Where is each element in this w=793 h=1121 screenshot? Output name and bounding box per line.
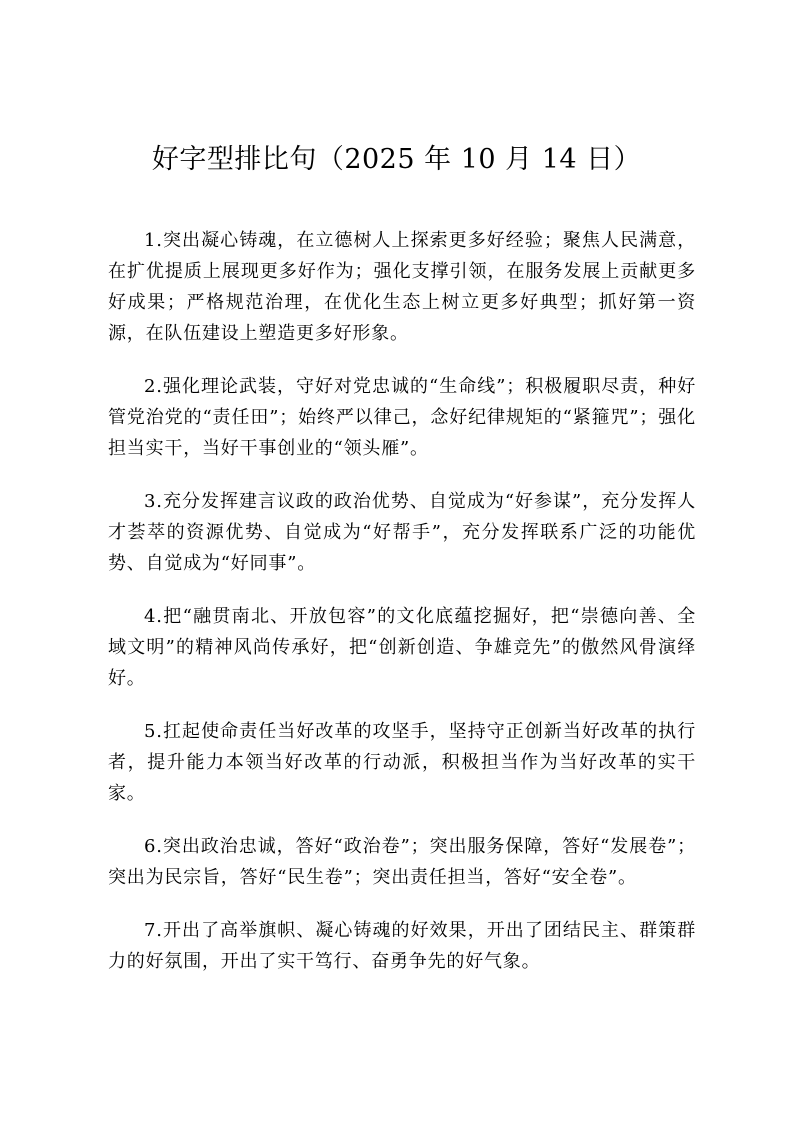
paragraph-3: 3.充分发挥建言议政的政治优势、自觉成为“好参谋”，充分发挥人才荟萃的资源优势、自觉成为“好帮手”，充分发挥联系广泛的功能优势、自觉成为“好同事”。 [108,491,696,574]
document-body [108,225,696,999]
paragraph-7: 7.开出了高举旗帜、凝心铸魂的好效果，开出了团结民主、群策群力的好氛围，开出了实干笃行、奋勇争先的好气象。 [108,920,696,972]
paragraph-1: 1.突出凝心铸魂，在立德树人上探索更多好经验；聚焦人民满意，在扩优提质上展现更多好作为；强化支撑引领，在服务发展上贡献更多好成果；严格规范治理，在优化生态上树立更多好典型；抓好第一资源，在队伍建设上塑造更多好形象。 [108,230,696,344]
page-title: 好字型排比句（2025 年 10 月 14 日） [151,144,642,175]
paragraph-4: 4.把“融贯南北、开放包容”的文化底蕴挖掘好，把“崇德向善、全域文明”的精神风尚传承好，把“创新创造、争雄竞先”的傲然风骨演绎好。 [108,606,696,689]
paragraph-6: 6.突出政治忠诚，答好“政治卷”；突出服务保障，答好“发展卷”；突出为民宗旨，答好“民生卷”；突出责任担当，答好“安全卷”。 [108,836,696,888]
paragraph-5: 5.扛起使命责任当好改革的攻坚手，坚持守正创新当好改革的执行者，提升能力本领当好改革的行动派，积极担当作为当好改革的实干家。 [108,721,696,804]
paragraph-2: 2.强化理论武装，守好对党忠诚的“生命线”；积极履职尽责，种好管党治党的“责任田”；始终严以律己，念好纪律规矩的“紧箍咒”；强化担当实干，当好干事创业的“领头雁”。 [108,376,696,459]
